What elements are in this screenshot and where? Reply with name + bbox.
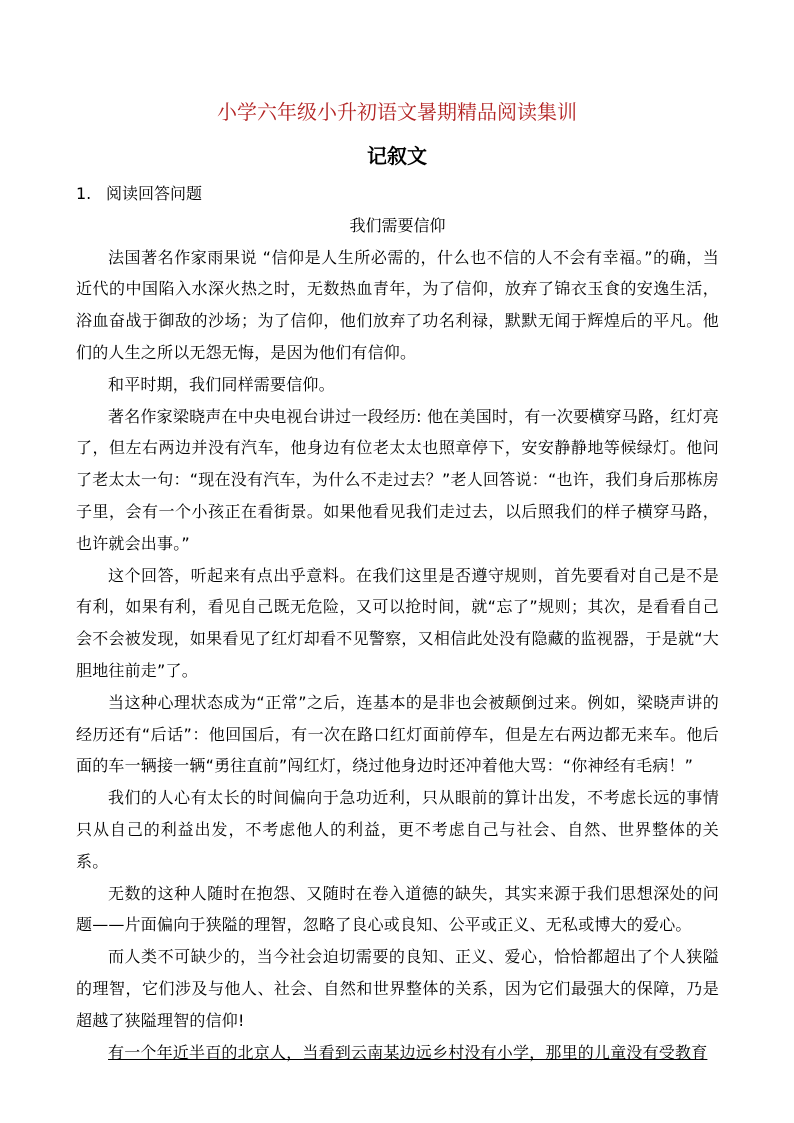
- question-number: 1.: [76, 184, 92, 203]
- paragraph: 无数的这种人随时在抱怨、又随时在卷入道德的缺失，其实来源于我们思想深处的问题——片面偏向于狭隘的理智，忽略了良心或良知、公平或正义、无私或博大的爱心。: [76, 883, 719, 935]
- paragraph: 当这种心理状态成为“正常”之后，连基本的是非也会被颠倒过来。例如，梁晓声讲的经历还有“后话”：他回国后，有一次在路口红灯面前停车，但是左右两边都无来车。他后面的车一辆接一辆“勇往直前”闯红灯，绕过他身边时还冲着他大骂：“你神经有毛病！”: [76, 692, 719, 776]
- article-title: 我们需要信仰: [349, 215, 446, 235]
- underlined-text: 有一个年近半百的北京人，当看到云南某边远乡村没有小学，那里的儿童没有受教育: [108, 1042, 708, 1062]
- question-text: 阅读回答问题: [106, 184, 203, 203]
- paragraph: 著名作家梁晓声在中央电视台讲过一段经历: 他在美国时，有一次要横穿马路，红灯亮了，但左右两边并没有汽车，他身边有位老太太也照章停下，安安静静地等候绿灯。他问了老太太一句：“现在没有汽车，为什么不走过去？”老人回答说：“也许，我们身后那栋房子里，会有一个小孩正在看街景。如果他看见我们走过去，以后照我们的样子横穿马路，也许就会出事。”: [76, 406, 719, 553]
- document-body: [76, 178, 719, 1068]
- paragraph: 这个回答，听起来有点出乎意料。在我们这里是否遵守规则，首先要看对自己是不是有利，如果有利，看见自己既无危险，又可以抢时间，就“忘了”规则；其次，是看看自己会不会被发现，如果看见了红灯却看不见警察，又相信此处没有隐藏的监视器，于是就“大胆地往前走”了。: [76, 565, 719, 680]
- underlined-paragraph: [76, 1037, 719, 1069]
- paragraph: 而人类不可缺少的，当今社会迫切需要的良知、正义、爱心，恰恰都超出了个人狭隘的理智，它们涉及与他人、社会、自然和世界整体的关系，因为它们最强大的保障，乃是超越了狭隘理智的信仰!: [76, 947, 719, 1030]
- paragraph: 和平时期，我们同样需要信仰。: [108, 374, 335, 394]
- paragraph: 法国著名作家雨果说 “信仰是人生所必需的，什么也不信的人不会有幸福。”的确，当近代的中国陷入水深火热之时，无数热血青年，为了信仰，放弃了锦衣玉食的安逸生活，浴血奋战于御敌的沙场；为了信仰，他们放弃了功名利禄，默默无闻于辉煌后的平凡。他们的人生之所以无怨无悔，是因为他们有信仰。: [76, 247, 719, 362]
- document-subtitle: 记叙文: [367, 144, 427, 168]
- question-heading: [76, 178, 719, 210]
- paragraph: 我们的人心有太长的时间偏向于急功近利，只从眼前的算计出发，不考虑长远的事情只从自己的利益出发，不考虑他人的利益，更不考虑自己与社会、自然、世界整体的关系。: [76, 788, 719, 871]
- document-title: 小学六年级小升初语文暑期精品阅读集训: [217, 100, 577, 124]
